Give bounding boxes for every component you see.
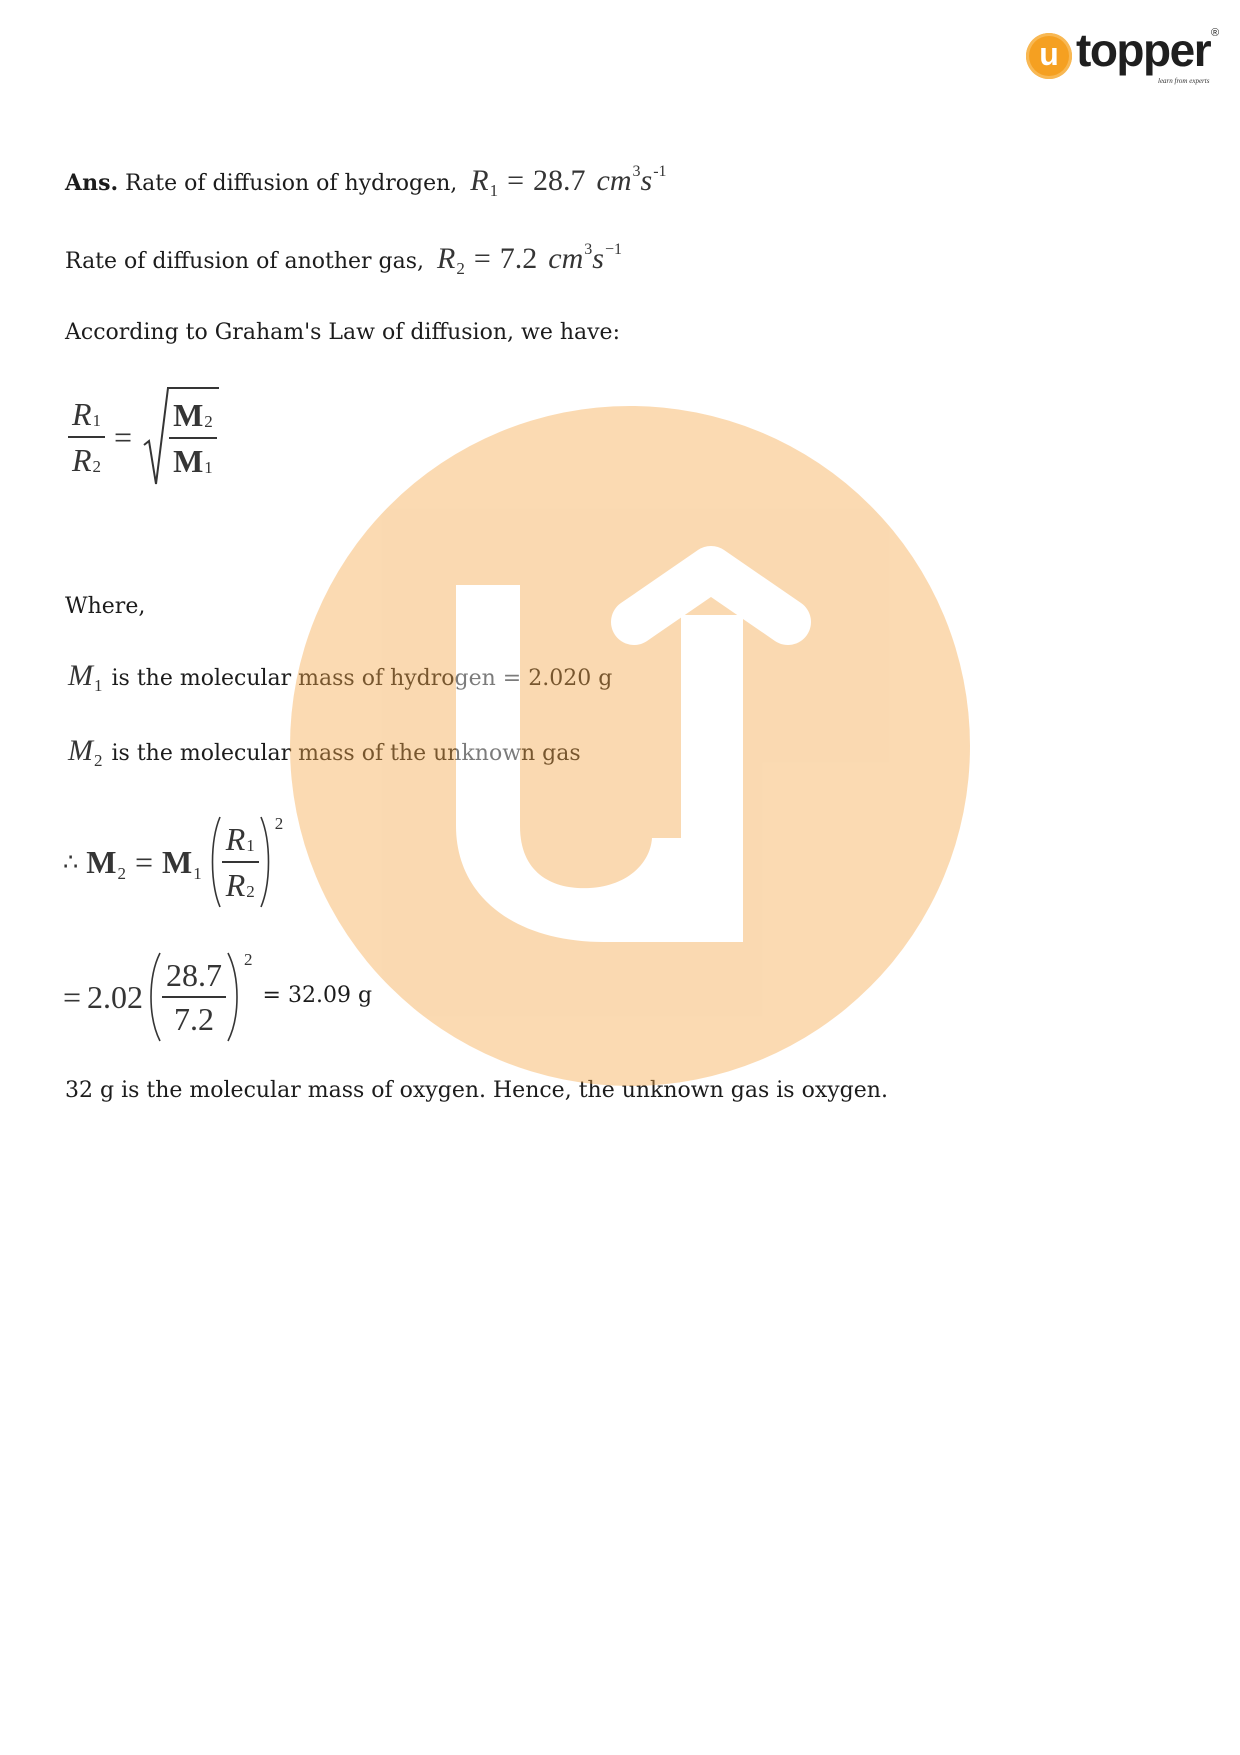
equals-sign: = bbox=[473, 242, 491, 275]
exponent: 2 bbox=[244, 950, 253, 969]
mass-symbol: M bbox=[173, 397, 204, 433]
unit-cm-power: 3 bbox=[584, 241, 593, 258]
rate-symbol: R bbox=[470, 164, 489, 197]
mass-subscript: 2 bbox=[117, 863, 126, 883]
equals-sign: = bbox=[507, 164, 525, 197]
watermark-arrow-head bbox=[634, 569, 788, 622]
exponent: 2 bbox=[274, 814, 284, 833]
unit-cm-power: 3 bbox=[632, 163, 641, 180]
rearranged-equation bbox=[63, 815, 283, 909]
rate-ratio-fraction bbox=[222, 817, 259, 907]
fraction-denominator: 7.2 bbox=[174, 1001, 215, 1037]
right-parenthesis-icon bbox=[259, 815, 273, 909]
square-root-radicand bbox=[167, 387, 219, 483]
rate-subscript: 1 bbox=[489, 181, 499, 200]
equals-sign: = bbox=[134, 843, 154, 880]
fraction-numerator: 28.7 bbox=[166, 957, 223, 993]
unit-s: s bbox=[592, 242, 604, 275]
unit-s-power: −1 bbox=[604, 241, 622, 258]
unit-cm: cm bbox=[548, 242, 584, 275]
mass-symbol: M bbox=[173, 443, 204, 479]
rate-value: 7.2 bbox=[499, 242, 538, 275]
gas-rate-line bbox=[65, 239, 622, 284]
unit-s-power: -1 bbox=[653, 163, 667, 180]
mass-subscript: 1 bbox=[193, 863, 202, 883]
coefficient-value: 2.02 bbox=[87, 978, 144, 1015]
mass-subscript: 1 bbox=[94, 676, 103, 695]
m2-definition bbox=[65, 731, 581, 775]
rate-subscript: 1 bbox=[246, 835, 255, 855]
mass-symbol: M bbox=[162, 843, 193, 880]
conclusion-text: 32 g is the molecular mass of oxygen. Hence, the unknown gas is oxygen. bbox=[65, 1078, 888, 1103]
logo-mark-letter: u bbox=[1039, 35, 1059, 72]
therefore-symbol: ∴ bbox=[63, 848, 79, 876]
where-label: Where, bbox=[65, 594, 146, 619]
fraction-numerator bbox=[68, 392, 105, 436]
m1-definition-text: is the molecular mass of hydrogen = 2.020 g bbox=[111, 666, 613, 691]
m2-definition-text: is the molecular mass of the unknown gas bbox=[111, 741, 581, 766]
fraction-denominator bbox=[169, 439, 217, 483]
square-root bbox=[143, 387, 219, 487]
gas-rate-text: Rate of diffusion of another gas, bbox=[65, 249, 425, 274]
fraction-denominator bbox=[68, 438, 105, 482]
rate-value: 28.7 bbox=[533, 164, 586, 197]
mass-ratio-fraction bbox=[169, 393, 217, 483]
fraction-numerator bbox=[222, 817, 259, 861]
topper-logo-mark-icon bbox=[1026, 33, 1072, 79]
rate-ratio-fraction bbox=[68, 392, 105, 482]
left-parenthesis-icon bbox=[208, 815, 222, 909]
brand-tagline: learn from experts bbox=[1158, 77, 1210, 85]
m2-term bbox=[86, 844, 126, 881]
gas-rate-expression bbox=[437, 241, 622, 278]
mass-subscript: 2 bbox=[204, 411, 213, 431]
fraction-denominator bbox=[222, 863, 259, 907]
rate-symbol: R bbox=[72, 442, 92, 478]
rate-symbol: R bbox=[437, 242, 456, 275]
hydrogen-rate-expression bbox=[470, 163, 667, 200]
m1-term bbox=[162, 844, 202, 881]
substitution-equation bbox=[63, 951, 372, 1043]
mass-symbol: M bbox=[86, 843, 117, 880]
equals-sign: = bbox=[114, 418, 133, 455]
right-parenthesis-icon bbox=[226, 951, 242, 1043]
mass-subscript: 2 bbox=[94, 751, 103, 770]
hydrogen-rate-text: Rate of diffusion of hydrogen, bbox=[125, 171, 458, 196]
square-root-radical-icon bbox=[143, 387, 169, 487]
result-value: = 32.09 g bbox=[262, 982, 373, 1008]
law-intro-line: According to Graham's Law of diffusion, we have: bbox=[65, 320, 620, 345]
rate-subscript: 1 bbox=[92, 410, 102, 430]
rate-subscript: 2 bbox=[456, 259, 465, 278]
rate-subscript: 2 bbox=[246, 881, 255, 901]
rate-value-fraction bbox=[162, 954, 226, 1040]
rate-symbol: R bbox=[225, 821, 246, 857]
m1-definition bbox=[65, 656, 612, 700]
m1-symbol bbox=[68, 659, 103, 695]
rate-symbol: R bbox=[72, 396, 92, 432]
equals-sign: = bbox=[63, 978, 82, 1015]
hydrogen-rate-line bbox=[65, 161, 667, 206]
mass-subscript: 1 bbox=[204, 457, 213, 477]
rate-subscript: 2 bbox=[92, 456, 102, 476]
left-parenthesis-icon bbox=[146, 951, 162, 1043]
mass-symbol: M bbox=[68, 734, 93, 767]
brand-name: topper bbox=[1076, 24, 1211, 76]
unit-cm: cm bbox=[596, 164, 632, 197]
rate-symbol: R bbox=[225, 867, 246, 903]
answer-label: Ans. bbox=[65, 170, 119, 196]
unit-s: s bbox=[640, 164, 653, 197]
grahams-law-equation bbox=[68, 387, 219, 487]
registered-mark: ® bbox=[1211, 27, 1220, 39]
m2-symbol bbox=[68, 734, 103, 770]
mass-symbol: M bbox=[68, 659, 93, 692]
fraction-numerator bbox=[169, 393, 217, 437]
